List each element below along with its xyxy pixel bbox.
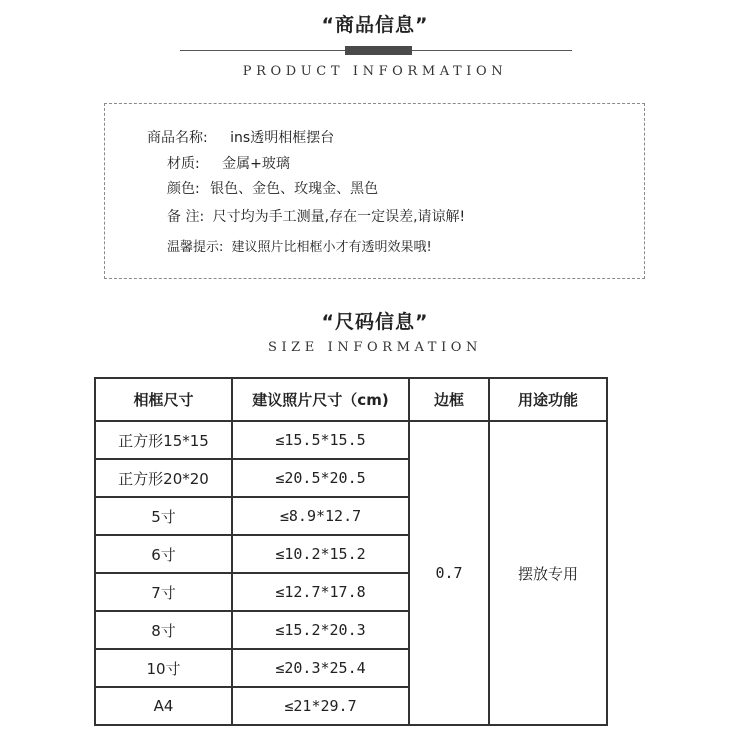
photo-size-cell: ≤21*29.7 <box>232 687 409 725</box>
note-row <box>167 206 465 226</box>
size-table <box>94 377 608 726</box>
size-section-subtitle: SIZE INFORMATION <box>267 340 483 355</box>
note-label: 备 注: <box>167 209 205 225</box>
title-divider-bar <box>345 46 412 55</box>
photo-size-cell: ≤12.7*17.8 <box>232 573 409 611</box>
product-section-subtitle: PRODUCT INFORMATION <box>242 64 508 79</box>
color-label: 颜色: <box>167 181 200 197</box>
color-value: 银色、金色、玫瑰金、黑色 <box>210 181 379 197</box>
tip-row <box>167 236 432 255</box>
product-section-title: “商品信息” <box>321 14 429 36</box>
product-name-row <box>147 127 334 147</box>
usage-cell: 摆放专用 <box>489 421 607 725</box>
color-row <box>167 178 378 198</box>
frame-size-cell: A4 <box>95 687 232 725</box>
frame-size-cell: 8寸 <box>95 611 232 649</box>
frame-size-cell: 7寸 <box>95 573 232 611</box>
header-usage: 用途功能 <box>489 378 607 421</box>
tip-value: 建议照片比相框小才有透明效果哦! <box>231 240 432 255</box>
frame-size-cell: 6寸 <box>95 535 232 573</box>
note-value: 尺寸均为手工测量,存在一定误差,请谅解! <box>212 209 466 225</box>
tip-label: 温馨提示: <box>167 240 224 255</box>
table-row <box>95 421 607 459</box>
frame-size-cell: 正方形15*15 <box>95 421 232 459</box>
size-section-title: “尺码信息” <box>321 311 429 333</box>
photo-size-cell: ≤15.5*15.5 <box>232 421 409 459</box>
table-header-row <box>95 378 607 421</box>
photo-size-cell: ≤20.5*20.5 <box>232 459 409 497</box>
frame-size-cell: 5寸 <box>95 497 232 535</box>
material-row <box>167 153 290 173</box>
frame-size-cell: 10寸 <box>95 649 232 687</box>
product-name-label: 商品名称: <box>147 130 208 146</box>
header-photo-size: 建议照片尺寸（cm) <box>232 378 409 421</box>
photo-size-cell: ≤10.2*15.2 <box>232 535 409 573</box>
header-border: 边框 <box>409 378 489 421</box>
border-cell: 0.7 <box>409 421 489 725</box>
material-value: 金属+玻璃 <box>222 156 290 172</box>
frame-size-cell: 正方形20*20 <box>95 459 232 497</box>
photo-size-cell: ≤20.3*25.4 <box>232 649 409 687</box>
photo-size-cell: ≤8.9*12.7 <box>232 497 409 535</box>
material-label: 材质: <box>167 156 200 172</box>
product-name-value: ins透明相框摆台 <box>230 130 335 146</box>
header-frame-size: 相框尺寸 <box>95 378 232 421</box>
photo-size-cell: ≤15.2*20.3 <box>232 611 409 649</box>
